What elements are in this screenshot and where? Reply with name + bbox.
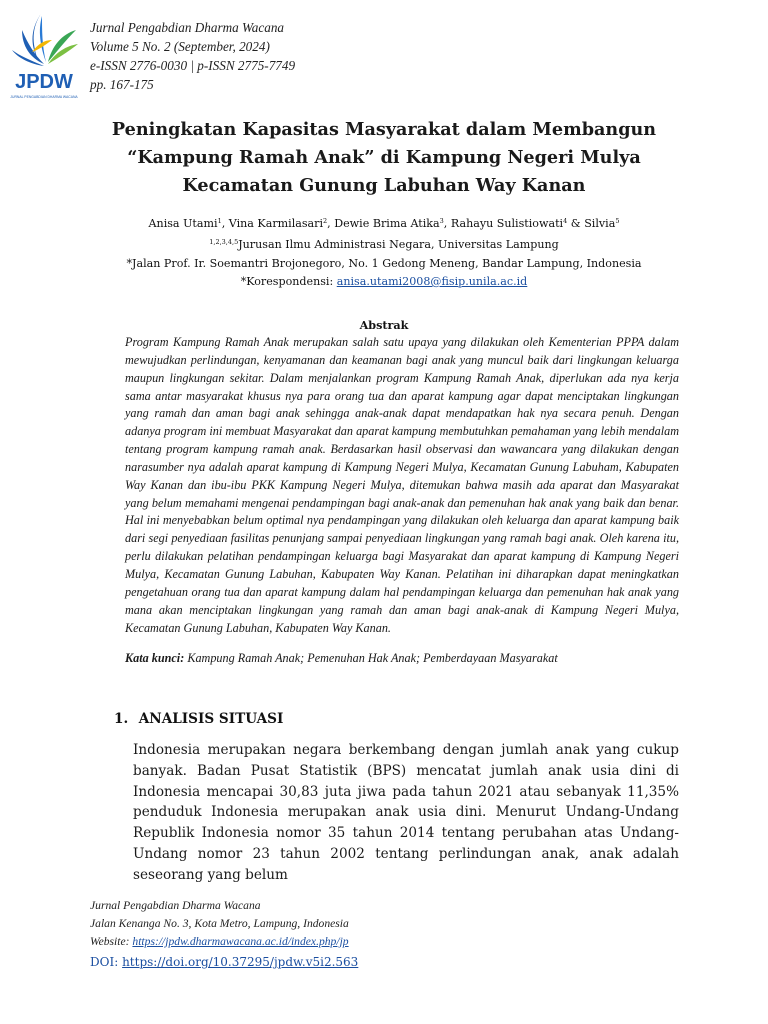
- correspondence-email-link[interactable]: anisa.utami2008@fisip.unila.ac.id: [336, 274, 528, 288]
- affiliation: [60, 233, 708, 254]
- author-name: Vina Karmilasari: [228, 217, 324, 230]
- author-name: Dewie Brima Atika: [334, 217, 440, 230]
- footer-journal-name: Jurnal Pengabdian Dharma Wacana: [90, 899, 261, 912]
- keywords-label: Kata kunci:: [125, 651, 185, 665]
- page-footer: [90, 897, 349, 950]
- section-body: Indonesia merupakan negara berkembang dengan jumlah anak yang cukup banyak. Badan Pusat Statistik (BPS) mencatat jumlah anak usia dini di Indonesia mencapai 30,83 juta jiwa pada tahun 2021 atau sebanyak 11,35% penduduk Indonesia merupakan anak usia dini. Menurut Undang-Undang Republik Indonesia nomor 35 tahun 2014 tentang perubahan atas Undang-Undang nomor 23 tahun 2002 tentang perlindungan anak, anak adalah seseorang yang belum: [133, 742, 679, 883]
- affiliation-sup: 1,2,3,4,5: [209, 238, 239, 247]
- author-list: Anisa Utami$^1$, Vina Karmilasari$^2$, Dewie Brima Atika$^3$, Rahayu Sulistiowati$^4$ & Silvia$^5$: [148, 217, 620, 230]
- author-name: Anisa Utami: [148, 217, 218, 230]
- paper-title: [80, 116, 688, 200]
- correspondence-label: *Korespondensi:: [240, 274, 334, 288]
- doi-link[interactable]: https://doi.org/10.37295/jpdw.v5i2.563: [122, 955, 359, 969]
- address: *Jalan Prof. Ir. Soemantri Brojonegoro, No. 1 Gedong Meneng, Bandar Lampung, Indonesia: [126, 256, 642, 270]
- correspondence: [60, 273, 708, 291]
- journal-header: [90, 18, 295, 94]
- doi-line: [90, 955, 358, 969]
- logo-wordmark: JPDW: [15, 71, 73, 93]
- affiliation-text: Jurusan Ilmu Administrasi Negara, Universitas Lampung: [238, 238, 559, 252]
- journal-pages: pp. 167-175: [90, 77, 154, 92]
- title-line-2: “Kampung Ramah Anak” di Kampung Negeri Mulya: [127, 147, 641, 168]
- keywords: [125, 651, 679, 666]
- website-link[interactable]: https://jpdw.dharmawacana.ac.id/index.php/jp: [132, 934, 349, 948]
- journal-issn: e-ISSN 2776-0030 | p-ISSN 2775-7749: [90, 58, 296, 73]
- doi-label: DOI:: [90, 955, 119, 969]
- footer-address: Jalan Kenanga No. 3, Kota Metro, Lampung, Indonesia: [90, 916, 349, 930]
- keywords-text: Kampung Ramah Anak; Pemenuhan Hak Anak; Pemberdayaan Masyarakat: [187, 651, 558, 665]
- abstract-text: Program Kampung Ramah Anak merupakan salah satu upaya yang dilakukan oleh Kementerian PPPA dalam mewujudkan perlindungan, kenyamanan dan keamanan bagi anak yang muncul baik dari lingkungan keluarga maupun lingkungan sekitar. Dalam menjalankan program Kampung Ramah Anak, diperlukan ada nya kerja sama antar masyarakat khusus nya para orang tua dan aparat kampung agar dapat menciptakan lingkungan yang ramah dan aman bagi anak sehingga anak-anak dapat mendapatkan hak nya secara penuh. Dengan adanya program ini membuat Masyarakat dan aparat kampung membutuhkan pemahaman yang lebih mendalam tentang program kampung ramah anak. Berdasarkan hasil observasi dan wawancara yang dilakukan dengan narasumber nya adalah aparat kampung di Kampung Negeri Mulya, Kecamatan Gunung Labuham, Kabupaten Way Kanan dan ibu-ibu PKK Kampung Negeri Mulya, ditemukan bahwa masih ada aparat dan Masyarakat yang belum memahami mengenai pendampingan bagi anak-anak dan pemenuhan hak anak yang baik dan benar. Hal ini menyebabkan belum optimal nya pendampingan yang dilakukan oleh keluarga dan aparat kampung baik dari segi penyediaan fasilitas penunjang sampai penyediaan lingkungan yang ramah bagi anak. Oleh karena itu, perlu dilakukan pelatihan pendampingan keluarga bagi Masyarakat dan aparat kampung di Kampung Negeri Mulya, Kecamatan Gunung Labuhan, Kabupaten Way Kanan. Pelatihan ini diharapkan dapat meningkatkan pengetahuan orang tua dan aparat kampung dalam hal pendampingan keluarga dan pemenuhan hak anak yang mana akan menciptakan lingkungan yang ramah dan aman bagi anak-anak di Kampung Negeri Mulya, Kecamatan Gunung Labuhan, Kabupaten Way Kanan.: [125, 335, 679, 635]
- section-number: 1.: [114, 711, 129, 727]
- author-sup: 3: [439, 217, 444, 225]
- abstract-heading: Abstrak: [359, 318, 409, 332]
- author-name: Rahayu Sulistiowati: [450, 217, 564, 230]
- title-line-1: Peningkatan Kapasitas Masyarakat dalam Membangun: [111, 119, 657, 140]
- author-sup: 5: [615, 217, 620, 225]
- author-name: Silvia: [584, 217, 616, 230]
- section-title: ANALISIS SITUASI: [138, 711, 284, 727]
- journal-volume: Volume 5 No. 2 (September, 2024): [90, 39, 270, 54]
- journal-logo: [8, 8, 80, 100]
- author-sup: 2: [323, 217, 328, 225]
- author-sup: 4: [563, 217, 568, 225]
- section-heading: [114, 711, 283, 727]
- journal-name: Jurnal Pengabdian Dharma Wacana: [90, 20, 285, 35]
- jpdw-logo-icon: [8, 8, 80, 100]
- author-sup: 1: [217, 217, 222, 225]
- footer-website: [90, 933, 349, 951]
- title-line-3: Kecamatan Gunung Labuhan Way Kanan: [182, 175, 586, 196]
- author-block: [60, 212, 708, 291]
- website-label: Website:: [90, 934, 130, 948]
- logo-tagline: JURNAL PENGABDIAN DHARMA WACANA: [10, 95, 78, 99]
